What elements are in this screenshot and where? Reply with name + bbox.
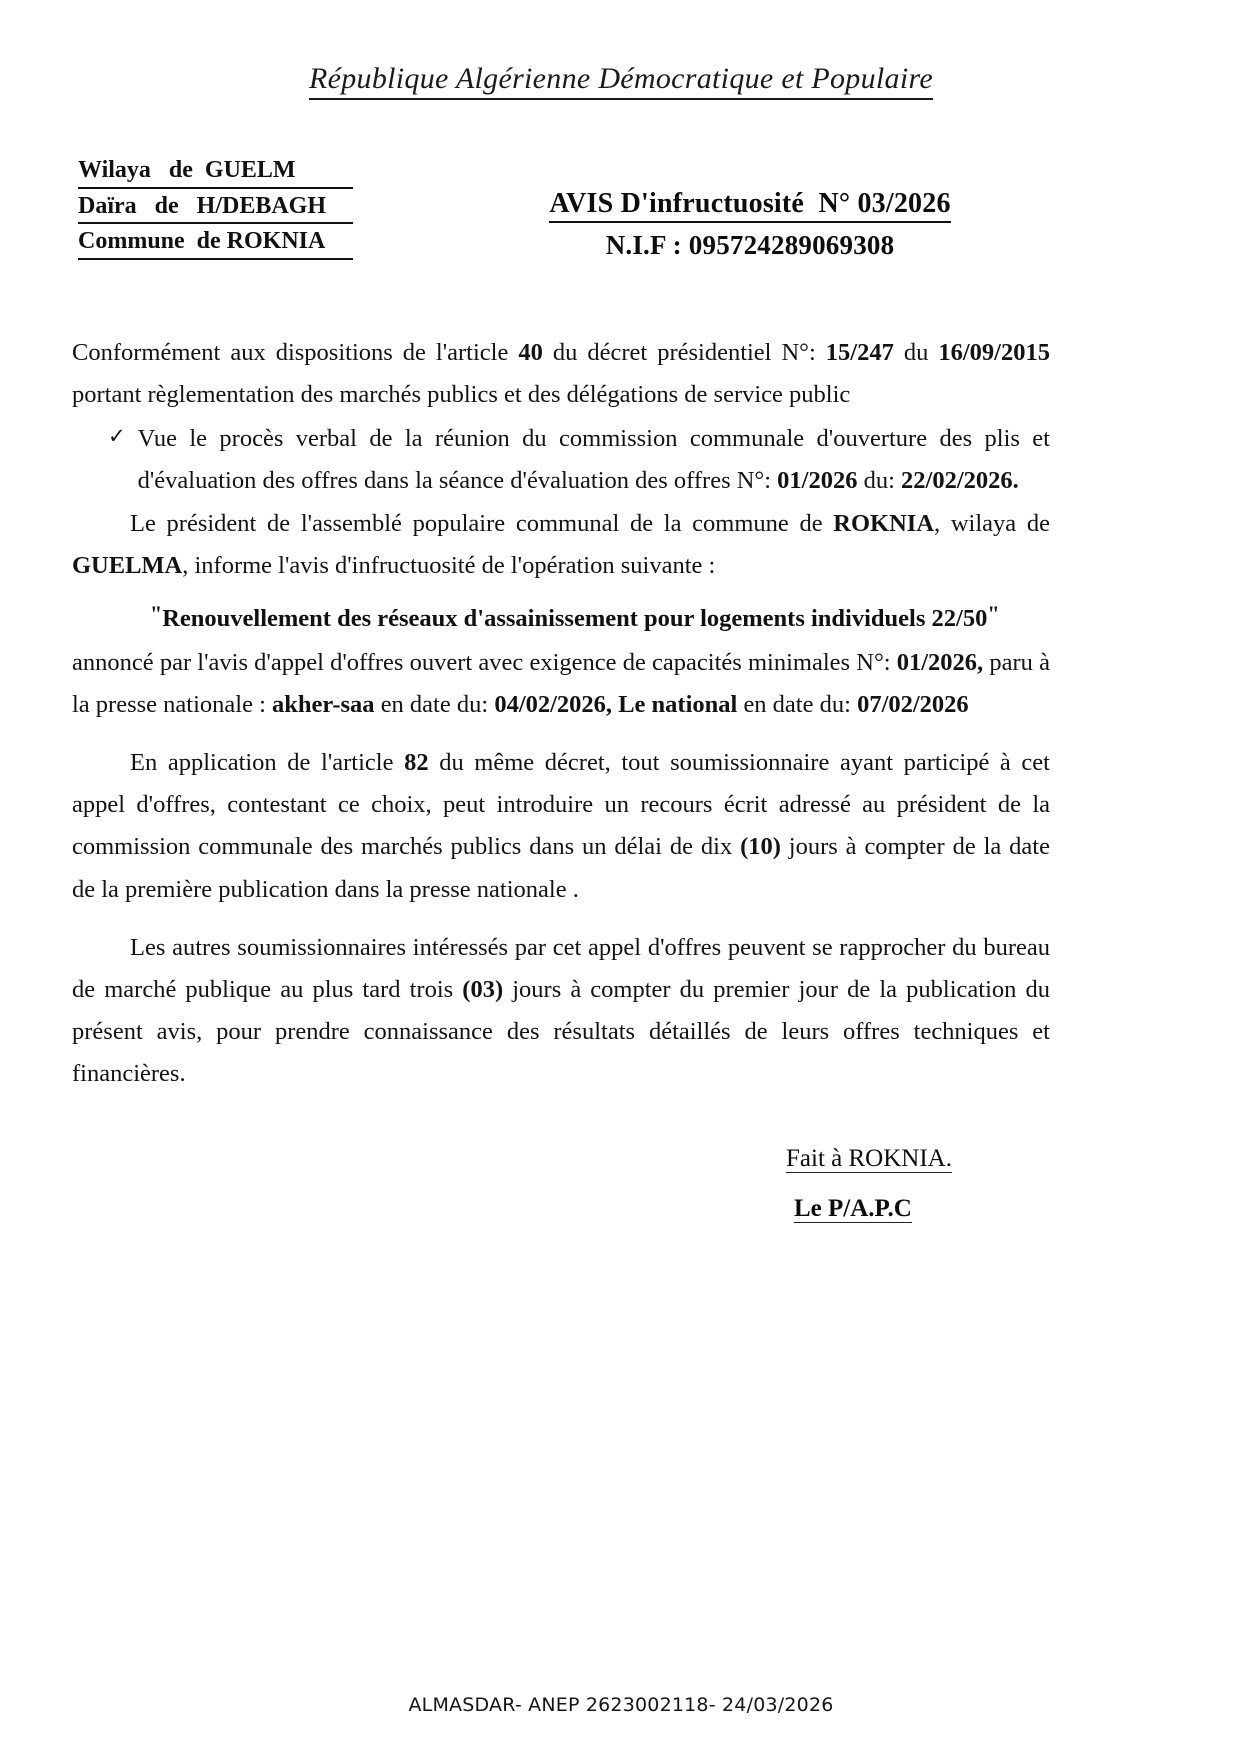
bullet-item-minutes — [72, 418, 1050, 502]
paragraph-tender-announcement — [72, 642, 1050, 726]
signature-role — [794, 1195, 990, 1223]
bullet-text-a: Vue le procès verbal de la réunion du commission communale d'ouverture des plis et d'évaluation des offres dans la séance d'évaluation des offres N°: — [137, 425, 1050, 495]
p5-text-b: jours à compter du premier jour de la publication du présent avis, pour prendre connaissance des résultats détaillés de leurs offres techniques et financières. — [72, 975, 1050, 1087]
notice-title — [430, 188, 1070, 220]
wilaya-line: Wilaya de GUELM — [78, 155, 353, 189]
commune-line: Commune de ROKNIA — [78, 226, 353, 260]
national-header-text: République Algérienne Démocratique et Populaire — [309, 62, 933, 100]
p1-text-a: Conformément aux dispositions de l'article — [72, 339, 519, 366]
p3-text-b: paru à la presse nationale : — [72, 648, 1050, 718]
p2-commune-name: ROKNIA — [833, 509, 935, 537]
signature-block — [700, 1145, 990, 1223]
national-header — [0, 62, 1242, 96]
paragraph-president-declaration — [72, 503, 1050, 587]
p4-text-a: En application de l'article — [130, 749, 405, 777]
p3-press-date-2: 07/02/2026 — [857, 691, 969, 718]
project-title-line — [72, 595, 1050, 640]
p4-article-number: 82 — [404, 749, 429, 777]
project-title-text: Renouvellement des réseaux d'assainissement pour logements individuels 22/50 — [162, 604, 988, 632]
p1-text-c: du — [893, 339, 939, 366]
p4-text-c: jours à compter de la date de la première publication dans la presse nationale . — [72, 833, 1050, 903]
notice-title-text: AVIS D'infructuosité N° 03/2026 — [549, 188, 950, 223]
checkmark-icon: ✓ — [108, 424, 126, 449]
p1-text-d: portant règlementation des marchés publics et des délégations de service public — [72, 381, 851, 409]
paragraph-spacer-1 — [72, 728, 1050, 742]
document-body — [72, 332, 1050, 1097]
p1-decree-date: 16/09/2015 — [938, 339, 1050, 366]
quote-close-mark: " — [987, 600, 1000, 626]
notice-title-block — [430, 188, 1070, 261]
p1-article-number: 40 — [518, 339, 543, 366]
signature-place-text: Fait à ROKNIA. — [786, 1145, 952, 1172]
administrative-header-block — [78, 155, 353, 262]
bullet-session-date: 22/02/2026. — [901, 467, 1019, 495]
p3-press-name-1: akher-saa — [272, 691, 375, 718]
p4-days-count: (10) — [740, 833, 781, 861]
p2-text-b: , wilaya de — [934, 509, 1050, 537]
p3-text-c: en date du: — [374, 691, 495, 718]
paragraph-other-bidders — [72, 927, 1050, 1096]
p3-press-date-1: 04/02/2026, — [494, 691, 613, 718]
quote-open-mark: " — [150, 600, 163, 626]
paragraph-spacer-2 — [72, 913, 1050, 927]
p5-days-count: (03) — [462, 975, 504, 1003]
p3-tender-number: 01/2026, — [896, 648, 984, 676]
p2-text-c: , informe l'avis d'infructuosité de l'opération suivante : — [182, 551, 716, 579]
p5-text-a: Les autres soumissionnaires intéressés par cet appel d'offres peuvent se rapprocher du bureau de marché publique au plus tard trois — [72, 933, 1050, 1003]
p3-text-a: annoncé par l'avis d'appel d'offres ouvert avec exigence de capacités minimales N°: — [72, 648, 897, 676]
p1-text-b: du décret présidentiel N°: — [542, 339, 826, 366]
signature-role-text: Le P/A.P.C — [794, 1195, 912, 1222]
bullet-text-b: du: — [857, 467, 902, 495]
p3-text-d: en date du: — [737, 691, 858, 718]
paragraph-legal-basis — [72, 332, 1050, 416]
p3-press-name-2: Le national — [612, 691, 738, 718]
daira-line: Daïra de H/DEBAGH — [78, 191, 353, 225]
footer-reference: ALMASDAR- ANEP 2623002118- 24/03/2026 — [408, 1694, 834, 1716]
signature-place — [786, 1145, 990, 1173]
paragraph-appeal-procedure — [72, 742, 1050, 911]
bullet-text-minutes — [138, 418, 1050, 502]
p4-text-b: du même décret, tout soumissionnaire ayant participé à cet appel d'offres, contestant ce choix, peut introduire un recours écrit adressé au président de la commission communale des marchés publics dans un délai de dix — [72, 749, 1050, 861]
p2-text-a: Le président de l'assemblé populaire communal de la commune de — [130, 509, 834, 537]
nif-line: N.I.F : 095724289069308 — [605, 230, 895, 260]
p2-wilaya-name: GUELMA — [72, 551, 183, 579]
bullet-session-number: 01/2026 — [777, 467, 858, 495]
p1-decree-number: 15/247 — [825, 339, 894, 366]
